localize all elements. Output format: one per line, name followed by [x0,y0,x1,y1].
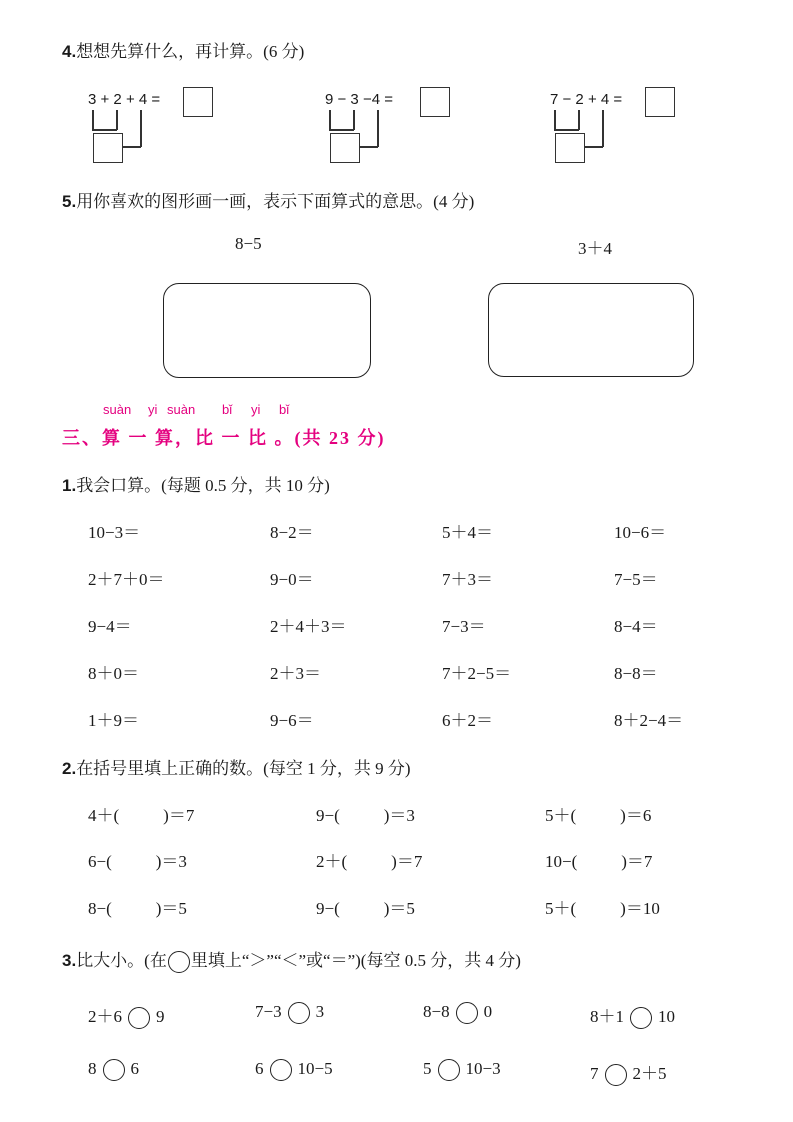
pinyin-annotation: bǐ [279,402,290,417]
fill-blank-pre: 2＋( [316,852,348,871]
s3q3-title-pre: 比大小。(在 [76,951,167,970]
section-heading: 三、算 一 算，比 一 比 。(共 23 分) [62,428,386,448]
pinyin-annotation: suàn [103,402,132,417]
bracket-line [360,146,378,148]
s3q1-title [62,471,330,496]
mental-math-item: 9−0＝ [270,570,314,589]
mental-math-item: 5＋4＝ [442,523,493,542]
mental-math-item: 2＋4＋3＝ [270,617,347,636]
fill-blank-post: )＝7 [621,852,653,871]
q5-title [62,187,474,212]
mental-math-item: 8−2＝ [270,523,314,542]
compare-right: 6 [130,1059,139,1078]
bracket-line [578,110,580,130]
drawing-area[interactable] [488,283,694,377]
fill-blank-post: )＝6 [620,806,652,825]
s3q3-title [62,946,521,973]
pinyin-annotation: yi [148,402,158,417]
compare-circle[interactable] [605,1064,627,1086]
mental-math-item: 7−3＝ [442,617,486,636]
fill-blank-pre: 9−( [316,806,340,825]
compare-left: 7−3 [255,1002,282,1021]
compare-item [590,1059,667,1086]
fill-blank-pre: 8−( [88,899,112,918]
mental-math-item: 8−4＝ [614,617,658,636]
fill-blank-post: )＝5 [155,899,187,918]
bracket-line [116,110,118,130]
bracket-line [329,110,331,130]
pinyin-annotation: bǐ [222,402,233,417]
compare-right: 0 [483,1002,493,1021]
mental-math-item: 9−4＝ [88,617,132,636]
compare-right: 9 [156,1007,165,1026]
fill-blank-pre: 10−( [545,852,578,871]
fill-blank-pre: 4＋( [88,806,120,825]
bracket-line [585,146,603,148]
q5-expr: 8−5 [235,234,262,253]
compare-left: 2＋6 [88,1007,122,1026]
bracket-line [554,129,579,131]
mental-math-item: 8−8＝ [614,664,658,683]
fill-blank-item [545,894,660,919]
fill-blank-item [88,801,194,826]
s3q1-title-text: 我会口算。(每题 0.5 分，共 10 分) [76,476,330,495]
compare-left: 6 [255,1059,264,1078]
bracket-line [377,110,379,147]
compare-item [590,1002,675,1029]
fill-blank-pre: 9−( [316,899,340,918]
compare-right: 3 [315,1002,325,1021]
compare-circle[interactable] [456,1002,478,1024]
fill-blank-item [545,847,652,872]
pinyin-annotation: yi [251,402,261,417]
s3q2-title [62,754,411,779]
compare-circle[interactable] [438,1059,460,1081]
q4-number: 4. [62,42,77,61]
mental-math-item: 7−5＝ [614,570,658,589]
fill-blank-item [88,847,187,872]
mental-math-item: 6＋2＝ [442,711,493,730]
drawing-area[interactable] [163,283,371,378]
bracket-line [123,146,141,148]
compare-circle[interactable] [288,1002,310,1024]
compare-left: 7 [590,1064,599,1083]
fill-blank-pre: 6−( [88,852,112,871]
compare-item [255,1002,324,1024]
mental-math-item: 1＋9＝ [88,711,139,730]
compare-circle[interactable] [128,1007,150,1029]
fill-blank-post: )＝10 [620,899,660,918]
compare-item [423,1059,501,1081]
fill-blank-post: )＝3 [383,806,415,825]
fill-blank-post: )＝3 [155,852,187,871]
bracket-line [554,110,556,130]
s3q2-title-text: 在括号里填上正确的数。(每空 1 分，共 9 分) [76,759,411,778]
mental-math-item: 8＋2−4＝ [614,711,684,730]
mental-math-item: 10−6＝ [614,523,667,542]
q4-expression: 3 + 2 + 4 = [88,91,161,108]
compare-left: 8 [88,1059,97,1078]
s3q1-number: 1. [62,476,77,495]
fill-blank-item [88,894,187,919]
intermediate-box[interactable] [555,133,585,163]
bracket-line [92,110,94,130]
compare-left: 5 [423,1059,432,1078]
fill-blank-post: )＝5 [383,899,415,918]
compare-circle[interactable] [103,1059,125,1081]
q4-expression: 9 − 3 −4 = [325,91,393,108]
circle-icon [168,951,190,973]
compare-right: 10−5 [297,1059,333,1078]
s3q2-number: 2. [62,759,77,778]
mental-math-item: 8＋0＝ [88,664,139,683]
compare-left: 8＋1 [590,1007,624,1026]
compare-right: 2＋5 [632,1064,667,1083]
compare-item [255,1059,333,1081]
compare-circle[interactable] [270,1059,292,1081]
compare-right: 10−3 [465,1059,501,1078]
intermediate-box[interactable] [330,133,360,163]
mental-math-item: 9−6＝ [270,711,314,730]
fill-blank-post: )＝7 [163,806,195,825]
q4-title-text: 想想先算什么，再计算。(6 分) [76,42,305,61]
mental-math-item: 7＋3＝ [442,570,493,589]
fill-blank-post: )＝7 [391,852,423,871]
bracket-line [353,110,355,130]
s3q3-number: 3. [62,951,77,970]
compare-left: 8−8 [423,1002,450,1021]
bracket-line [140,110,142,147]
compare-item [88,1002,165,1029]
fill-blank-item [316,847,422,872]
intermediate-box[interactable] [93,133,123,163]
pinyin-annotation: suàn [167,402,196,417]
answer-box[interactable] [183,87,213,117]
compare-item [423,1002,492,1024]
mental-math-item: 2＋7＋0＝ [88,570,165,589]
q5-number: 5. [62,192,77,211]
fill-blank-pre: 5＋( [545,899,577,918]
compare-item [88,1059,139,1081]
q5-title-text: 用你喜欢的图形画一画，表示下面算式的意思。(4 分) [76,192,475,211]
compare-right: 10 [658,1007,675,1026]
bracket-line [329,129,354,131]
answer-box[interactable] [645,87,675,117]
q4-expression: 7 − 2 + 4 = [550,91,623,108]
mental-math-item: 2＋3＝ [270,664,321,683]
fill-blank-pre: 5＋( [545,806,577,825]
compare-circle[interactable] [630,1007,652,1029]
mental-math-item: 10−3＝ [88,523,141,542]
answer-box[interactable] [420,87,450,117]
q4-title [62,37,304,62]
bracket-line [92,129,117,131]
s3q3-title-post: 里填上“＞”“＜”或“＝”)(每空 0.5 分，共 4 分) [190,951,521,970]
fill-blank-item [545,801,651,826]
q5-expr: 3＋4 [578,239,612,258]
fill-blank-item [316,801,415,826]
mental-math-item: 7＋2−5＝ [442,664,512,683]
bracket-line [602,110,604,147]
fill-blank-item [316,894,415,919]
